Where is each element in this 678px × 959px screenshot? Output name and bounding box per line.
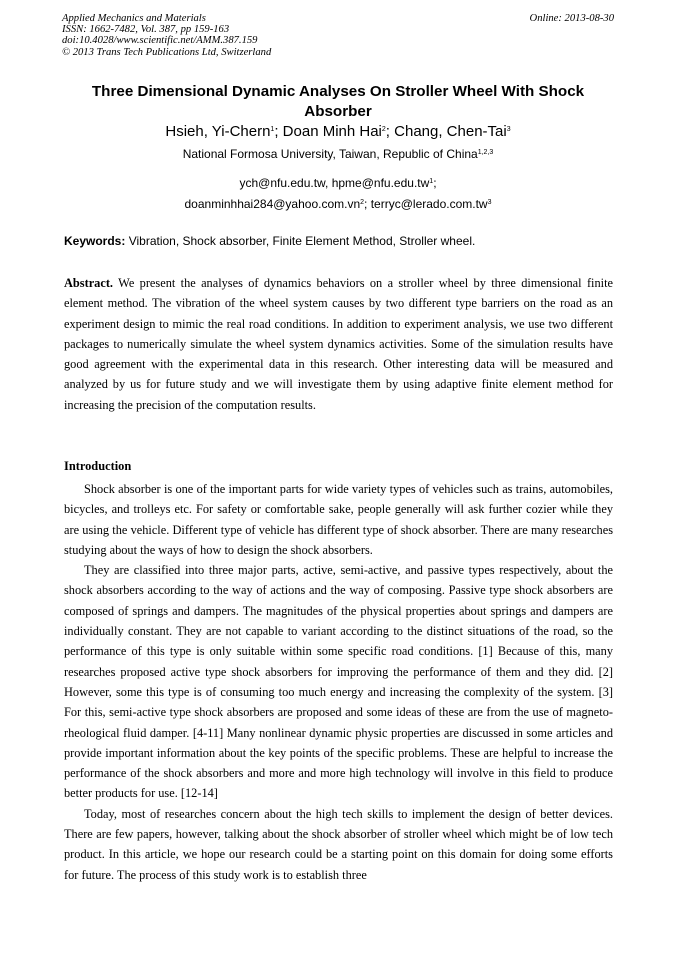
author-name: Hsieh, Yi-Chern — [165, 123, 271, 140]
author-name: Doan Minh Hai — [282, 123, 382, 140]
paragraph: Today, most of researches concern about the high tech skills to implement the design of better devices. There are few papers, however, talking about the shock absorber of stroller wheel which might be of low tech product. In this article, we hope our research could be a starting point on this domain for doing some efforts for future. The process of this study work is to establish three — [64, 806, 613, 882]
issn-line: ISSN: 1662-7482, Vol. 387, pp 159-163 — [62, 24, 230, 36]
author-sup: 3 — [506, 126, 511, 133]
journal-header — [62, 13, 614, 58]
journal-name: Applied Mechanics and Materials — [62, 13, 206, 24]
doi-line: doi:10.4028/www.scientific.net/AMM.387.159 — [62, 35, 258, 47]
abstract-text: We present the analyses of dynamics behaviors on a stroller wheel by three dimensional finite element method. The vibration of the wheel system causes by two different type barriers on the road as an experiment design to mimic the real road conditions. In addition to experiment analysis, we use two different packages to numerically simulate the wheel system dynamics activities. Some of the simulation results have good agreement with the experimental data in this research. Other interesting data will be measured and analyzed by us for future study and we will investigate them by using adaptive finite element method for increasing the precision of the computation results. — [64, 276, 613, 412]
affiliation-sup: 1,2,3 — [477, 149, 494, 156]
email-sup: 2 — [360, 199, 365, 206]
paragraph: Shock absorber is one of the important parts for wide variety types of vehicles such as trains, automobiles, bicycles, and trolleys etc. For safety or comfortable sake, people generally will ask further cozier while they are using the vehicle. Different type of vehicle has different type of shock absorber. There are many researches studying about the ways of how to design the shock absorbers. — [64, 482, 613, 557]
keywords-text: Vibration, Shock absorber, Finite Element Method, Stroller wheel. — [125, 234, 476, 248]
email-sup: 3 — [487, 199, 492, 206]
introduction-body — [64, 479, 613, 885]
online-date: Online: 2013-08-30 — [529, 13, 614, 24]
copyright-line: © 2013 Trans Tech Publications Ltd, Switzerland — [62, 46, 272, 58]
email-text: ych@nfu.edu.tw, hpme@nfu.edu.tw — [239, 176, 430, 190]
author-sep: ; — [385, 123, 395, 140]
keywords-label: Keywords: — [64, 234, 126, 248]
email-line-2 — [62, 194, 614, 215]
author-sep: ; — [274, 123, 283, 140]
email-text: ; terryc@lerado.com.tw — [364, 197, 488, 211]
email-text: doanminhhai284@yahoo.com.vn — [184, 197, 361, 211]
affiliation — [62, 147, 614, 162]
author-sup: 2 — [381, 126, 386, 133]
author-sup: 1 — [270, 126, 275, 133]
abstract — [64, 273, 613, 415]
paragraph: They are classified into three major parts, active, semi-active, and passive types respectively, about the shock absorbers according to the way of actions and the way of composing. Passive type shock absorbers are composed of springs and dampers. The magnitudes of the physical properties about springs and dampers are individually constant. They are not capable to variant according to the distinct situations of the road, so the performance of this type is only suitable within some specific road conditions. [1] Because of this, many researches proposed active type shock absorbers for improving the performance of them and they did. [2] However, some this type is of consuming too much energy and increasing the complexity of the system. [3] For this, semi-active type shock absorbers are proposed and some ideas of these are from the use of magneto-rheological fluid damper. [4-11] Many nonlinear dynamic physic properties are discussed in some articles and provide important information about the key points of the specific problems. These are helpful to increase the performance of the shock absorbers and more and more high technology will involve in this field to produce better products for use. [12-14] — [64, 563, 613, 801]
section-heading-introduction: Introduction — [64, 459, 132, 473]
email-line-1 — [62, 173, 614, 194]
email-text: ; — [433, 176, 437, 190]
abstract-label: Abstract. — [64, 276, 114, 290]
email-sup: 1 — [429, 178, 434, 185]
affiliation-text: National Formosa University, Taiwan, Republic of China — [182, 147, 478, 161]
title-line-2: Absorber — [304, 103, 372, 120]
author-list — [62, 123, 614, 141]
email-block — [62, 173, 614, 215]
keywords — [64, 234, 614, 249]
paper-title — [62, 82, 614, 122]
title-line-1: Three Dimensional Dynamic Analyses On Stroller Wheel With Shock — [91, 83, 585, 100]
author-name: Chang, Chen-Tai — [394, 123, 507, 140]
